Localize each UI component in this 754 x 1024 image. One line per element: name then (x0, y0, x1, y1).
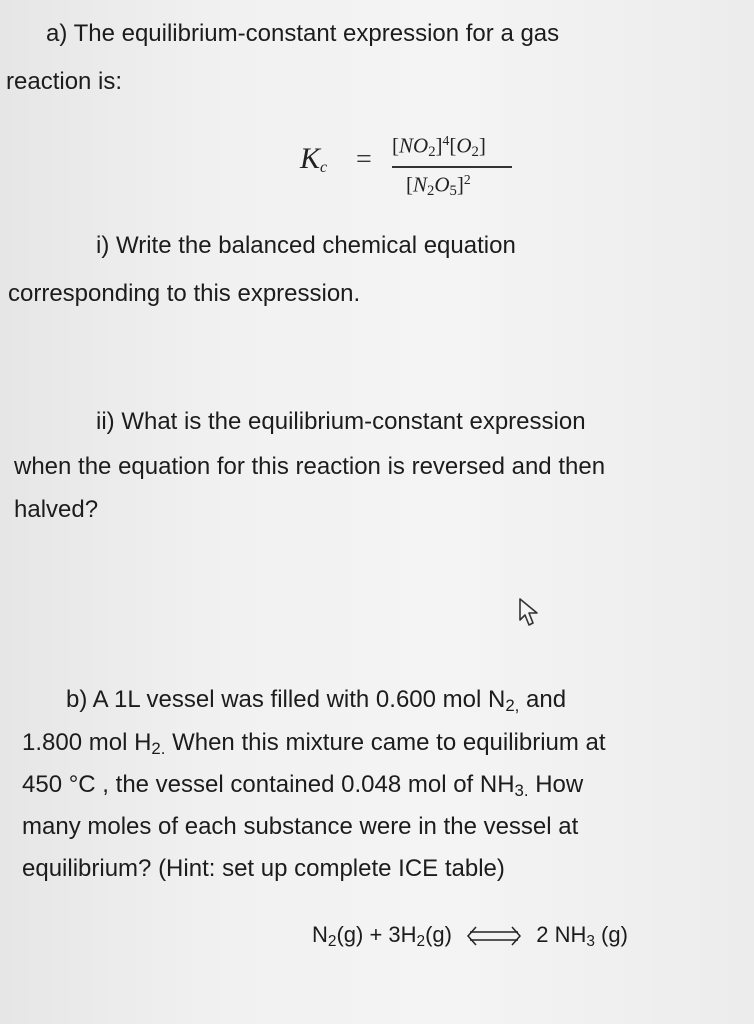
part-b-line-2: 1.800 mol $H_{2.}$ When this mixture came to equilibrium at (22, 729, 606, 759)
question-ii-line-2: when the equation for this reaction is reversed and then (14, 453, 606, 480)
part-b-line-1: b) A 1L vessel was filled with 0.600 mol $N_{2,}$ and (66, 686, 567, 716)
question-i-line-2: corresponding to this expression. (8, 280, 361, 307)
question-i-line-1: i) Write the balanced chemical equation (96, 232, 516, 259)
part-b-line-4: many moles of each substance were in the vessel at (22, 813, 579, 840)
kc-denominator: $[N_2O_5]^2$ (406, 172, 471, 200)
part-a-intro-line-1: a) The equilibrium-constant expression for a gas (46, 20, 560, 47)
part-a-intro-line-2: reaction is: (6, 68, 123, 95)
kc-symbol: $K_c$ (300, 142, 328, 176)
part-b-line-5: equilibrium? (Hint: set up complete ICE table) (22, 855, 505, 882)
fraction-bar (392, 166, 512, 168)
ammonia-equation: $N_2(g) + 3H_2(g)$ 2 $NH_3$ (g) (312, 922, 628, 950)
question-ii-line-1: ii) What is the equilibrium-constant expression (96, 408, 586, 435)
mouse-pointer-icon (516, 596, 544, 630)
part-b-line-3: 450 °C , the vessel contained 0.048 mol of $NH_{3.}$ How (22, 771, 584, 801)
kc-numerator: $[NO_2]^4[O_2]$ (392, 133, 486, 161)
question-ii-line-3: halved? (14, 496, 99, 523)
equilibrium-arrow-icon (464, 926, 524, 946)
equals-sign: = (356, 144, 372, 175)
